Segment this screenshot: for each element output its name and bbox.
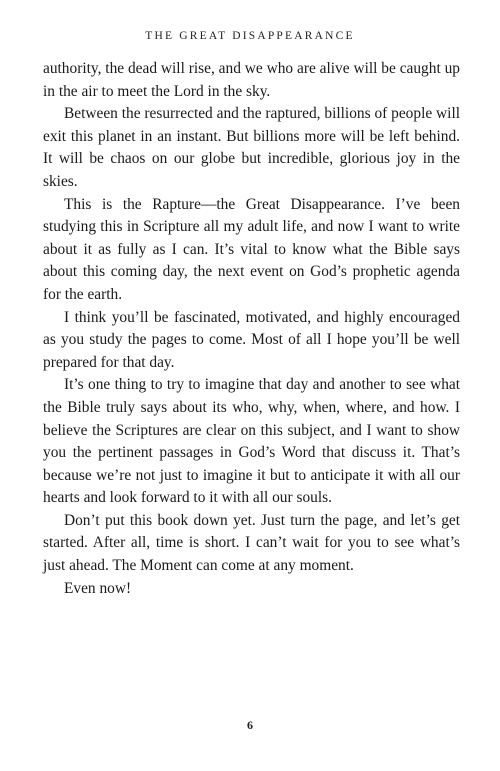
running-head: THE GREAT DISAPPEARANCE	[145, 30, 355, 42]
page-number: 6	[247, 718, 253, 732]
paragraph-2: Between the resurrected and the raptured, billions of people will exit this planet in an instant. But billions more will be left behind. It will be chaos on our globe but incredible, glorious joy in the skies.	[43, 105, 460, 190]
paragraph-3: This is the Rapture—the Great Disappearance. I’ve been studying this in Scripture all my adult life, and now I want to write about it as fully as I can. It’s vital to know what the Bible says about this coming day, the next event on God’s prophetic agenda for the earth.	[43, 195, 460, 303]
paragraph-5: It’s one thing to try to imagine that day and another to see what the Bible truly says about its who, why, when, where, and how. I believe the Scriptures are clear on this subject, and I want to show you the pertinent passages in God’s Word that discuss it. That’s because we’re not just to imagine it but to anticipate it with all our hearts and look forward to it with all our souls.	[43, 376, 460, 507]
paragraph-1: authority, the dead will rise, and we who are alive will be caught up in the air to meet the Lord in the sky.	[43, 60, 460, 100]
body-text	[43, 58, 460, 600]
paragraph-6: Don’t put this book down yet. Just turn the page, and let’s get started. After all, time is short. I can’t wait for you to see what’s just ahead. The Moment can come at any moment.	[43, 511, 460, 575]
paragraph-7: Even now!	[64, 579, 132, 597]
paragraph-4: I think you’ll be fascinated, motivated, and highly encouraged as you study the pages to come. Most of all I hope you’ll be well prepared for that day.	[43, 308, 460, 371]
